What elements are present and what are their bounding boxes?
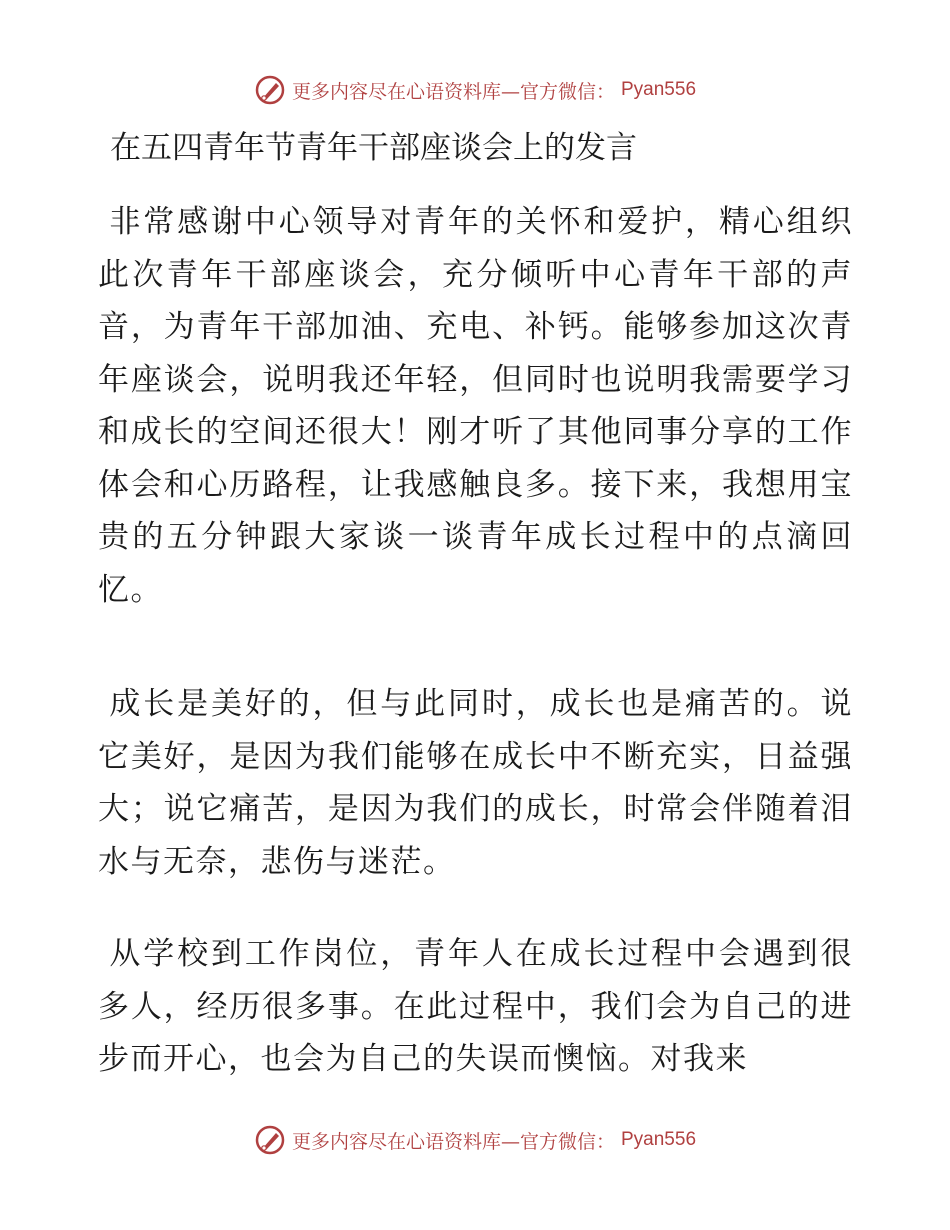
banner-text: 更多内容尽在心语资料库—官方微信： (291, 80, 615, 103)
pen-logo-icon (254, 1124, 286, 1156)
paragraph (98, 196, 853, 616)
paragraph (98, 928, 853, 1086)
banner-wechat-id: Pyan556 (621, 1129, 697, 1150)
footer-banner (0, 1120, 950, 1160)
banner-wechat-id: Pyan556 (621, 79, 697, 100)
document-body (98, 125, 858, 1077)
paragraph (98, 678, 853, 888)
pen-logo-icon (254, 74, 286, 106)
banner-text: 更多内容尽在心语资料库—官方微信： (291, 1130, 615, 1153)
paragraph-text: 非常感谢中心领导对青年的关怀和爱护，精心组织此次青年干部座谈会，充分倾听中心青年干部的声音，为青年干部加油、充电、补钙。能够参加这次青年座谈会，说明我还年轻，但同时也说明我需要学习和成长的空间还很大！刚才听了其他同事分享的工作体会和心历路程，让我感触良多。接下来，我想用宝贵的五分钟跟大家谈一谈青年成长过程中的点滴回忆。 (98, 204, 853, 608)
document-title: 在五四青年节青年干部座谈会上的发言 (110, 130, 637, 166)
paragraph-text: 成长是美好的，但与此同时，成长也是痛苦的。说它美好，是因为我们能够在成长中不断充实，日益强大；说它痛苦，是因为我们的成长，时常会伴随着泪水与无奈，悲伤与迷茫。 (98, 686, 853, 880)
paragraph-text: 从学校到工作岗位，青年人在成长过程中会遇到很多人，经历很多事。在此过程中，我们会为自己的进步而开心，也会为自己的失误而懊恼。对我来 (98, 936, 853, 1077)
header-banner (0, 70, 950, 110)
